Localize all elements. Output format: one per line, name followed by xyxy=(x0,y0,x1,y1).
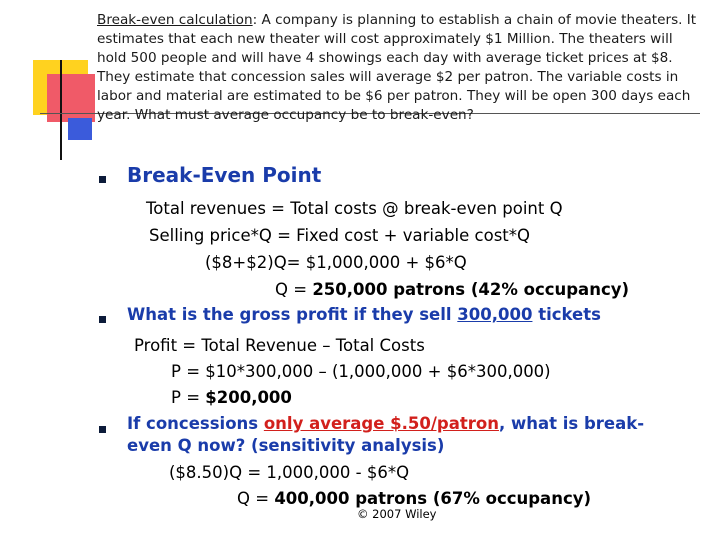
equation-line: Total revenues = Total costs @ break-even point Q xyxy=(146,199,563,218)
result-label: Q = xyxy=(275,280,313,299)
equation-line: P = $10*300,000 – (1,000,000 + $6*300,000) xyxy=(171,362,551,381)
equation-line: Selling price*Q = Fixed cost + variable cost*Q xyxy=(149,226,530,245)
question-line xyxy=(127,305,601,324)
equation-line: ($8.50)Q = 1,000,000 - $6*Q xyxy=(169,463,410,482)
result-line xyxy=(171,388,292,407)
bullet-marker xyxy=(99,176,106,183)
result-label: P = xyxy=(171,388,206,407)
question-line xyxy=(127,414,644,433)
equation-line: Profit = Total Revenue – Total Costs xyxy=(134,336,425,355)
question-text: What is the gross profit if they sell xyxy=(127,305,458,324)
result-value: $200,000 xyxy=(205,388,292,407)
intro-paragraph xyxy=(97,11,697,125)
decor-red-square xyxy=(47,74,95,122)
result-value: 400,000 patrons (67% occupancy) xyxy=(274,489,592,508)
intro-text: : A company is planning to establish a chain of movie theaters. It estimates that each new theater will cost approximately $1 Million. The theaters will hold 500 people and will have 4 showings each day with average ticket prices at $8. They estimate that concession sales will average $2 per patron. The variable costs in labor and material are estimated to be $6 per patron. They will be open 300 days each year. What must average occupancy be to break-even? xyxy=(97,12,697,123)
equation-line: ($8+$2)Q= $1,000,000 + $6*Q xyxy=(205,253,467,272)
result-line xyxy=(275,280,629,299)
question-highlight: only average $.50/patron xyxy=(263,414,499,433)
intro-heading: Break-even calculation xyxy=(97,12,253,28)
question-text: tickets xyxy=(532,305,601,324)
question-text: If concessions xyxy=(127,414,264,433)
result-value: 250,000 patrons (42% occupancy) xyxy=(312,280,630,299)
decor-vertical-line xyxy=(60,60,62,160)
result-label: Q = xyxy=(237,489,275,508)
question-text: , what is break- xyxy=(498,414,645,433)
bullet-marker xyxy=(99,426,106,433)
question-line: even Q now? (sensitivity analysis) xyxy=(127,436,445,455)
decor-blue-square xyxy=(68,118,92,140)
question-highlight: 300,000 xyxy=(457,305,533,324)
result-line xyxy=(237,489,591,508)
section-title: Break-Even Point xyxy=(127,163,322,187)
copyright-footer: © 2007 Wiley xyxy=(357,507,437,521)
bullet-marker xyxy=(99,316,106,323)
